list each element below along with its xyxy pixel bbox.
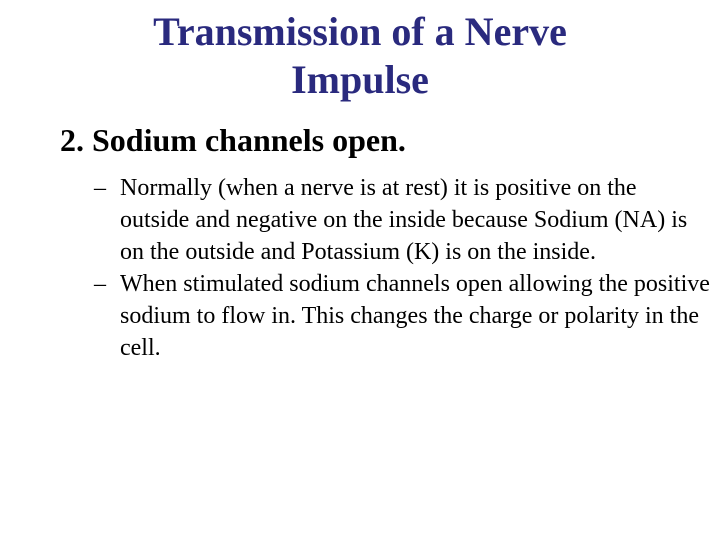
bullet-text: Normally (when a nerve is at rest) it is positive on the outside and negative on the inside because Sodium (NA) is on the outside and Potassium (K) is on the inside.	[120, 175, 688, 265]
slide-title-line-2: Impulse	[291, 57, 429, 102]
slide-title	[40, 8, 680, 104]
bullet-dash: –	[94, 271, 106, 297]
point-heading: 2. Sodium channels open.	[60, 122, 406, 158]
slide-title-line-1: Transmission of a Nerve	[153, 9, 567, 54]
bullet-item	[94, 172, 710, 268]
bullet-dash: –	[94, 175, 106, 201]
bullet-item	[94, 268, 710, 364]
bullet-text: When stimulated sodium channels open allowing the positive sodium to flow in. This changes the charge or polarity in the cell.	[120, 271, 710, 361]
bullet-list	[94, 172, 710, 364]
